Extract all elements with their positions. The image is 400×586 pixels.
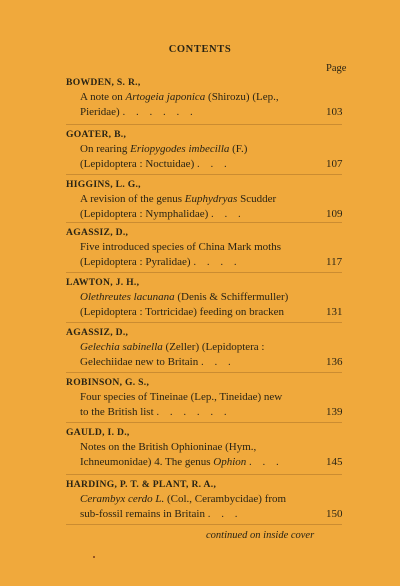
divider — [66, 524, 342, 525]
entry-author: GOATER, B., — [66, 129, 127, 140]
divider — [66, 372, 342, 373]
entry-page-number: 145 — [326, 456, 343, 468]
toc-entry — [66, 178, 346, 222]
entry-title-line-2: (Lepidoptera : Noctuidae) . . . 107 — [80, 158, 343, 170]
entry-page-number: 139 — [326, 406, 343, 418]
entry-title-line-1: A note on Artogeia japonica (Shirozu) (Lep., — [80, 91, 279, 103]
entry-title-line-2: (Lepidoptera : Pyralidae) . . . . 117 — [80, 256, 343, 268]
entry-author: AGASSIZ, D., — [66, 227, 129, 238]
entry-author: HIGGINS, L. G., — [66, 179, 141, 190]
divider — [66, 474, 342, 475]
page-title: CONTENTS — [168, 44, 232, 55]
entry-title-line-1: Gelechia sabinella (Zeller) (Lepidoptera : — [80, 341, 265, 353]
divider — [66, 272, 342, 273]
entry-title-line-2: Gelechiidae new to Britain . . . 136 — [80, 356, 343, 368]
toc-entry — [66, 128, 346, 172]
print-speck — [93, 556, 95, 558]
toc-entry — [66, 226, 346, 270]
toc-entry — [66, 276, 346, 320]
page-column-label: Page — [326, 63, 347, 74]
entry-page-number: 131 — [326, 306, 343, 318]
entry-author: ROBINSON, G. S., — [66, 377, 150, 388]
toc-entry — [66, 76, 346, 120]
toc-entry — [66, 426, 346, 470]
divider — [66, 322, 342, 323]
entry-page-number: 136 — [326, 356, 343, 368]
entry-title-line-2: sub-fossil remains in Britain . . . 150 — [80, 508, 343, 520]
entry-author: LAWTON, J. H., — [66, 277, 140, 288]
entry-title-line-2: (Lepidoptera : Tortricidae) feeding on bracken 131 — [80, 306, 343, 318]
toc-entry — [66, 478, 346, 522]
entry-author: HARDING, P. T. & PLANT, R. A., — [66, 479, 217, 490]
entry-title-line-1: A revision of the genus Euphydryas Scudder — [80, 193, 277, 205]
entry-author: GAULD, I. D., — [66, 427, 130, 438]
entry-page-number: 107 — [326, 158, 343, 170]
entry-title-line-1: Notes on the British Ophioninae (Hym., — [80, 441, 257, 453]
entry-page-number: 150 — [326, 508, 343, 520]
entry-page-number: 117 — [326, 256, 343, 268]
entry-title-line-2: to the British list . . . . . . 139 — [80, 406, 343, 418]
entry-title-line-2: Pieridae) . . . . . . 103 — [80, 106, 343, 118]
toc-entry — [66, 376, 346, 420]
entry-title-line-1: Olethreutes lacunana (Denis & Schiffermuller) — [80, 291, 289, 303]
divider — [66, 174, 342, 175]
entry-author: BOWDEN, S. R., — [66, 77, 141, 88]
entry-author: AGASSIZ, D., — [66, 327, 129, 338]
entry-title-line-1: Five introduced species of China Mark moths — [80, 241, 282, 253]
divider — [66, 124, 342, 125]
entry-title-line-2: Ichneumonidae) 4. The genus Ophion . . . 145 — [80, 456, 343, 468]
entry-page-number: 103 — [326, 106, 343, 118]
divider — [66, 422, 342, 423]
entry-title-line-1: Four species of Tineinae (Lep., Tineidae) new — [80, 391, 283, 403]
entry-title-line-1: On rearing Eriopygodes imbecilla (F.) — [80, 143, 248, 155]
continued-note: continued on inside cover — [206, 530, 315, 541]
divider — [66, 222, 342, 223]
entry-title-line-2: (Lepidoptera : Nymphalidae) . . . 109 — [80, 208, 343, 220]
entry-page-number: 109 — [326, 208, 343, 220]
toc-entry — [66, 326, 346, 370]
entry-title-line-1: Cerambyx cerdo L. (Col., Cerambycidae) from — [80, 493, 287, 505]
